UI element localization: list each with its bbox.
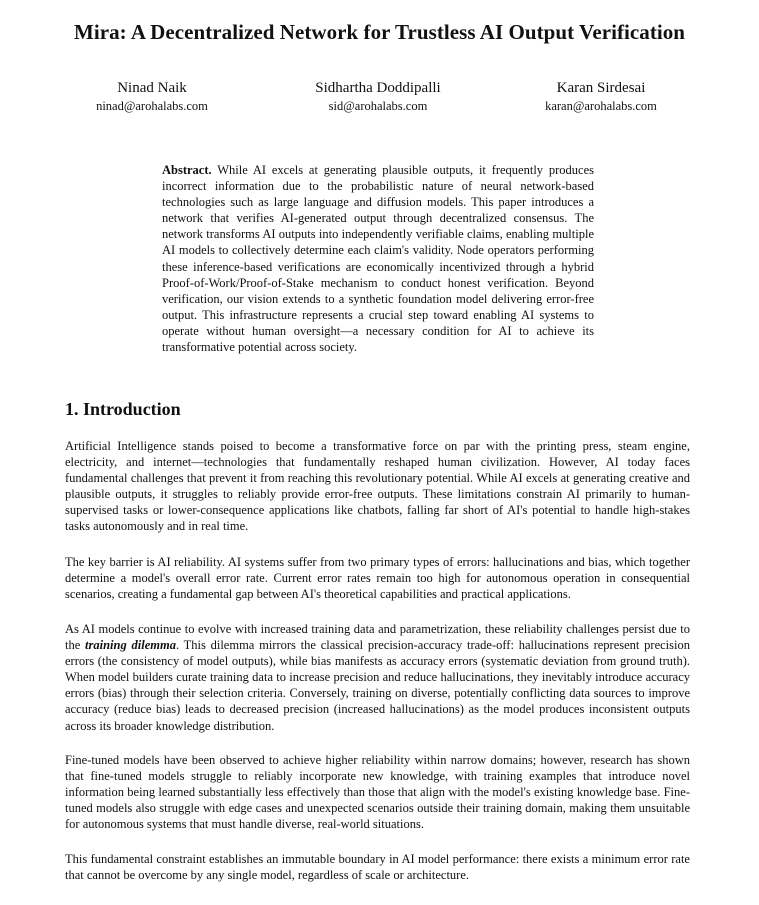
section-heading: 1. Introduction <box>65 399 181 419</box>
author-name: Sidhartha Doddipalli <box>315 80 441 96</box>
body-paragraph: Fine-tuned models have been observed to achieve higher reliability within narrow domains; however, research has shown that fine-tuned models struggle to reliably incorporate new knowledge, with training examples that introduce novel information being learned substantially less effectively than those that align with the model's existing knowledge base. Fine-tuned models also struggle with edge cases and unexpected scenarios outside their training domain, making them unsuitable for autonomous systems that must handle diverse, real-world situations. <box>65 753 690 832</box>
author-block <box>491 78 711 115</box>
author-name: Karan Sirdesai <box>556 80 646 96</box>
author-email: sid@arohalabs.com <box>328 99 428 113</box>
author-email: ninad@arohalabs.com <box>96 99 208 113</box>
body-paragraph: This fundamental constraint establishes an immutable boundary in AI model performance: there exists a minimum error rate that cannot be overcome by any single model, regardless of scale or architecture. <box>65 852 690 883</box>
body-paragraph: The key barrier is AI reliability. AI systems suffer from two primary types of errors: hallucinations and bias, which together determine a model's overall error rate. Current error rates remain too high for autonomous operation in consequential scenarios, creating a fundamental gap between AI's theoretical capabilities and practical applications. <box>65 555 690 602</box>
author-block <box>268 78 488 115</box>
author-email: karan@arohalabs.com <box>545 99 657 113</box>
abstract-text: While AI excels at generating plausible outputs, it frequently produces incorrect information due to the probabilistic nature of neural network-based technologies such as large language and diffusion models. This paper introduces a network that verifies AI-generated output through decentralized consensus. The network transforms AI outputs into independently verifiable claims, enabling multiple AI models to collectively determine each claim's validity. Node operators performing these inference-based verifications are economically incentivized through a hybrid Proof-of-Work/Proof-of-Stake mechanism to conduct honest verification. Beyond verification, our vision extends to a synthetic foundation model delivering error-free output. This infrastructure represents a crucial step toward enabling AI systems to operate without human oversight—a necessary condition for AI to achieve its transformative potential across society. <box>162 163 594 355</box>
body-paragraph: Artificial Intelligence stands poised to become a transformative force on par with the printing press, steam engine, electricity, and internet—technologies that fundamentally reshaped human civilization. However, AI today faces fundamental challenges that prevent it from reaching this revolutionary potential. While AI excels at generating creative and plausible outputs, it struggles to reliably provide error-free outputs. These limitations constrain AI primarily to human-supervised tasks or lower-consequence applications like chatbots, falling far short of AI's potential to handle high-stakes tasks autonomously and in real time. <box>65 439 690 534</box>
body-paragraph <box>65 621 690 734</box>
author-block <box>42 78 262 115</box>
abstract <box>162 162 594 355</box>
author-name: Ninad Naik <box>117 80 187 96</box>
paragraph-text: As AI models continue to evolve with increased training data and parametrization, these reliability challenges persist due to the <box>65 622 690 653</box>
emphasized-term: training dilemma <box>85 638 176 653</box>
paper-title: Mira: A Decentralized Network for Trustless AI Output Verification <box>73 20 686 44</box>
paragraph-text: . This dilemma mirrors the classical precision-accuracy trade-off: hallucinations represent precision errors (the consistency of model outputs), while bias manifests as accuracy errors (systematic deviation from ground truth). When model builders curate training data to increase precision and reduce hallucinations, they inevitably introduce accuracy errors (bias) through their selection criteria. Conversely, training on diverse, potentially conflicting data sources to improve accuracy (reduce bias) leads to decreased precision (increased hallucinations) as the model produces inconsistent outputs across its broader knowledge distribution. <box>65 638 690 733</box>
abstract-label: Abstract. <box>162 163 212 177</box>
